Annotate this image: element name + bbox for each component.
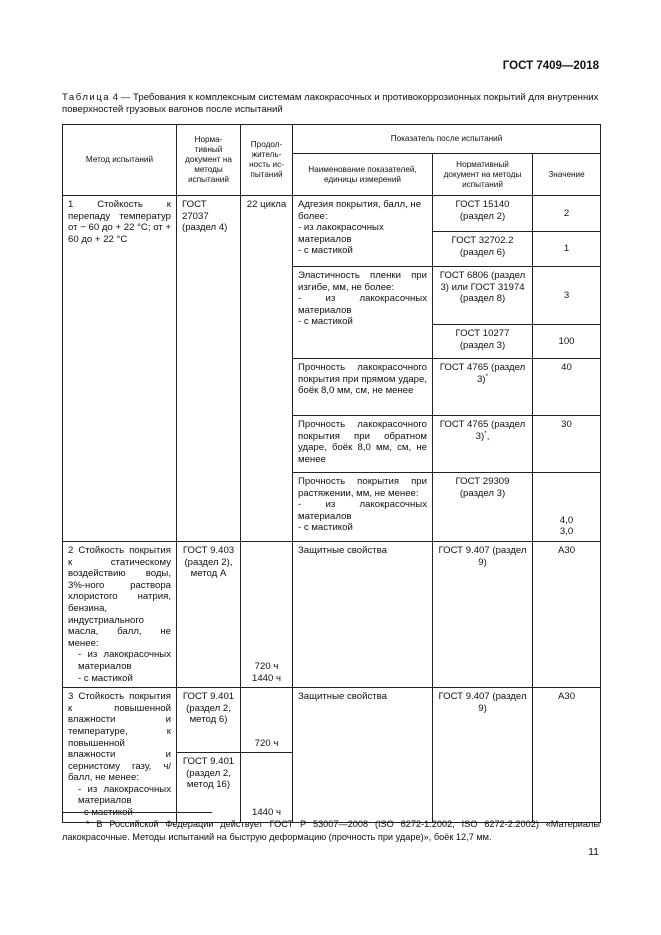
r2-normdoc: ГОСТ 9.403 (раздел 2), метод А [177,542,241,688]
r2-method-sub1: - из лакокрасочных материалов [78,649,171,672]
footnote-marker: * [485,372,489,380]
header-result-group: Показатель после испытаний [293,125,601,154]
r2-method-sub2: - с мастикой [78,672,133,684]
footnote-rule [62,812,212,813]
r3-indicator: Защитные свойства [293,688,433,823]
r1-method: 1 Стойкость к перепаду температур от − 60 до + 22 °С; от + 60 до + 22 °С [63,196,177,542]
r2-method-text: 2 Стойкость покрытия к статическому воздействию воды, 3%-ного раствора хлористого натрия, бензина, индустриального масла, балл, не менее: [68,545,171,649]
table-row [63,542,601,688]
table-row [63,196,601,232]
header-method: Метод испытаний [63,125,177,196]
footnote-marker: * [86,819,90,829]
r1-adhesion-doc2: ГОСТ 32702.2 (раздел 6) [433,232,533,267]
header-normdoc: Норма-тивный документ на методы испытаний [177,125,241,196]
r3-method-text: 3 Стойкость покрытия к повышенной влажности и температуре, к повышенной влажности и сернистому газу, ч/балл, не менее: [68,691,171,784]
r1-elasticity-val2: 100 [533,325,601,359]
r3-method-sub1: - из лакокрасочных материалов [78,783,171,807]
r3-method-sub2: - с мастикой [78,807,133,819]
r1-tension-indicator [293,473,433,542]
header-duration: Продол-житель-ность ис-пытаний [241,125,293,196]
r2-value: А30 [533,542,601,688]
r1-impact-direct-value: 40 [533,359,601,416]
r3-value: А30 [533,688,601,823]
r1-elasticity-title: Эластичность пленки при изгибе, мм, не более: [298,270,427,293]
r3-normdoc2: ГОСТ 9.401 (раздел 2, метод 16) [177,753,241,823]
r3-result-doc: ГОСТ 9.407 (раздел 9) [433,688,533,823]
r1-elasticity-doc2: ГОСТ 10277 (раздел 3) [433,325,533,359]
r1-tension-values [533,473,601,542]
r1-impact-direct-doc-text: ГОСТ 4765 (раздел 3) [439,362,526,385]
table-caption [62,92,600,117]
r1-impact-reverse-indicator: Прочность лакокрасочного покрытия при обратном ударе, боёк 8,0 мм, см, не менее [293,416,433,473]
r1-adhesion-indicator [293,196,433,267]
r1-impact-reverse-doc-tail: , [486,430,490,442]
r1-impact-reverse-doc-text: ГОСТ 4765 (раздел 3) [439,419,526,442]
footnote-text: В Российской Федерации действует ГОСТ Р 53007—2008 (ISO 6272-1:2002, ISO 6272-2:2002) «Материалы лакокрасочные. Методы испытаний на быструю деформацию (прочность при ударе)», боёк 12,7 мм. [62,819,600,842]
r3-dur1: 720 ч [241,688,293,753]
r3-method [63,688,177,823]
r1-adhesion-val1: 2 [533,196,601,232]
footnote-marker: * [484,429,487,437]
r1-adhesion-title: Адгезия покрытия, балл, не более: [298,199,422,222]
r1-adhesion-sub2: - с мастикой [298,245,353,257]
r1-elasticity-indicator [293,267,433,359]
table-caption-label: Таблица [62,92,111,103]
r1-elasticity-doc1: ГОСТ 6806 (раздел 3) или ГОСТ 31974 (раздел 8) [433,267,533,325]
r2-result-doc: ГОСТ 9.407 (раздел 9) [433,542,533,688]
r2-dur2: 1440 ч [251,672,281,684]
r1-impact-direct-doc [433,359,533,416]
table-row [63,688,601,753]
r2-dur1: 720 ч [254,660,279,672]
page-number: 11 [588,846,599,858]
r2-duration [241,542,293,688]
r2-method [63,542,177,688]
footnote [62,818,600,843]
r1-impact-reverse-doc [433,416,533,473]
r1-adhesion-val2: 1 [533,232,601,267]
r1-tension-sub1: - из лакокрасочных материалов [298,499,427,522]
r1-tension-doc: ГОСТ 29309 (раздел 3) [433,473,533,542]
r3-normdoc1: ГОСТ 9.401 (раздел 2, метод 6) [177,688,241,753]
header-result-normdoc: Нормативный документ на методы испытаний [433,154,533,196]
r3-dur2: 1440 ч [241,753,293,823]
r1-impact-direct-indicator: Прочность лакокрасочного покрытия при прямом ударе, боёк 8,0 мм, см, не менее [293,359,433,416]
r1-impact-reverse-value: 30 [533,416,601,473]
r1-elasticity-sub2: - с мастикой [298,316,353,328]
r1-tension-title: Прочность покрытия при растяжении, мм, не менее: [298,476,427,499]
r1-tension-val2: 3,0 [559,526,574,538]
r1-adhesion-doc1: ГОСТ 15140 (раздел 2) [433,196,533,232]
r1-duration: 22 цикла [241,196,293,542]
r1-adhesion-sub1: - из лакокрасочных материалов [298,222,384,245]
requirements-table [62,124,601,823]
r1-elasticity-val1: 3 [533,267,601,325]
header-value: Значение [533,154,601,196]
r1-tension-val1: 4,0 [559,514,574,526]
r1-elasticity-sub1: - из лакокрасочных материалов [298,293,427,316]
r1-tension-sub2: - с мастикой [298,522,353,534]
header-indicator: Наименование показателей, единицы измерений [293,154,433,196]
document-code: ГОСТ 7409—2018 [502,60,599,72]
r2-indicator: Защитные свойства [293,542,433,688]
table-caption-text: 4 — Требования к комплексным системам лакокрасочных и противокоррозионных покрытий для внутренних поверхностей грузовых вагонов после испытаний [62,92,599,116]
r1-normdoc: ГОСТ 27037 (раздел 4) [177,196,241,542]
